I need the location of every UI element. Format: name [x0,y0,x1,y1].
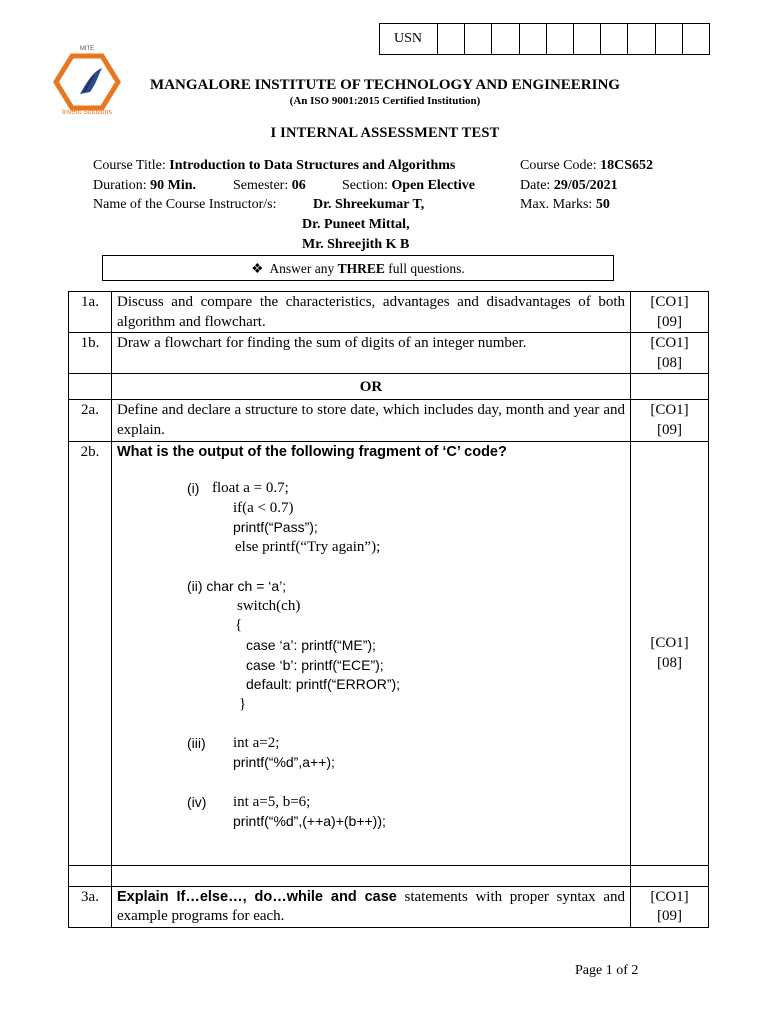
course-title: Introduction to Data Structures and Algorithms [169,158,456,173]
institution-logo [50,46,124,118]
question-text: What is the output of the following fragment of ‘C’ code? [117,443,507,460]
usn-label: USN [380,24,438,55]
usn-cell [519,24,546,55]
question-text-bold: Explain If…else…, do…while and case [117,888,397,905]
usn-cell [628,24,655,55]
usn-box [379,23,710,55]
code-line: printf(“%d”,a++); [233,754,335,771]
course-code-label: Course Code: [520,158,597,173]
date-line [520,178,618,194]
page-number: Page 1 of 2 [575,963,639,978]
usn-cell [465,24,492,55]
question-row [69,292,709,333]
marks: [09] [657,313,682,330]
code-part-label: (i) [187,480,200,497]
semester-label: Semester: [233,178,289,193]
code-line: else printf(“Try again”); [235,538,381,555]
question-row [69,400,709,441]
question-text-rest: statements with proper syntax and example programs for each. [117,888,625,925]
code-line: default: printf(“ERROR”); [246,676,401,693]
instruction-prefix: Answer any [269,261,335,276]
marks: [09] [657,421,682,438]
question-row [69,441,709,865]
code-line: case ‘a’: printf(“ME”); [246,636,376,653]
question-number: 3a. [69,886,112,927]
course-code-line [520,158,653,174]
max-marks-line [520,197,610,213]
usn-cell [573,24,600,55]
co-marks [631,333,709,374]
section: Open Elective [391,178,475,193]
marks: [08] [657,654,682,671]
code-line: } [239,695,247,712]
code-part-label: (iii) [187,734,206,751]
section-line [342,178,475,194]
logo-tagline: Invent Solutions [62,109,112,116]
course-title-line [93,158,455,174]
instructor-label: Name of the Course Instructor/s: [93,197,277,212]
code-line: printf(“Pass”); [233,519,318,536]
code-line: { [235,617,243,634]
marks: [08] [657,354,682,371]
instructor-name: Mr. Shreejith K B [302,237,410,252]
co-marks [631,400,709,441]
usn-cell [438,24,465,55]
duration-line [93,178,196,194]
instruction-box [102,255,614,281]
instruction-emphasis: THREE [337,261,385,276]
question-text-code [112,441,631,865]
co-marks [631,886,709,927]
semester-line [233,178,306,194]
instructor-name: Dr. Puneet Mittal, [302,217,410,232]
code-line: float a = 0.7; [212,480,289,497]
exam-date: 29/05/2021 [553,178,618,193]
duration-label: Duration: [93,178,147,193]
code-line: if(a < 0.7) [233,499,294,516]
institution-name: MANGALORE INSTITUTE OF TECHNOLOGY AND ENGINEERING [150,77,620,93]
course-title-label: Course Title: [93,158,166,173]
semester: 06 [291,178,306,193]
max-marks: 50 [595,197,610,212]
usn-cell [492,24,519,55]
usn-cell [601,24,628,55]
marks: [09] [657,908,682,925]
code-part-label: (iv) [187,793,207,810]
instruction-suffix: full questions. [388,261,465,276]
code-line: int a=5, b=6; [233,793,311,810]
code-line: printf(“%d”,(++a)+(b++)); [233,813,386,830]
question-text: Draw a flowchart for finding the sum of digits of an integer number. [112,333,631,374]
question-row [69,333,709,374]
question-number: 2a. [69,400,112,441]
co-marks [631,441,709,865]
max-marks-label: Max. Marks: [520,197,593,212]
question-text [112,886,631,927]
logo-top-text: MITE [79,46,95,52]
question-number: 1b. [69,333,112,374]
code-line: switch(ch) [237,597,301,614]
code-part-label: (ii) char ch = ‘a’; [187,578,287,595]
spacer-row [69,865,709,886]
code-line: case ‘b’: printf(“ECE”); [246,656,384,673]
code-block [117,479,625,832]
course-outcome: [CO1] [650,335,689,352]
or-row [69,374,709,400]
test-title: I INTERNAL ASSESSMENT TEST [270,125,500,141]
usn-cell [655,24,682,55]
instructor-name: Dr. Shreekumar T, [313,197,425,212]
hexagon-logo-icon [50,46,124,118]
questions-table [68,291,709,928]
course-outcome: [CO1] [650,888,689,905]
iso-certification: (An ISO 9001:2015 Certified Institution) [289,95,481,107]
diamond-bullet-icon: ❖ [251,261,264,276]
or-separator: OR [112,374,631,400]
course-code: 18CS652 [600,158,654,173]
usn-cell [546,24,573,55]
co-marks [631,292,709,333]
question-number: 1a. [69,292,112,333]
course-outcome: [CO1] [650,634,689,651]
date-label: Date: [520,178,551,193]
course-outcome: [CO1] [650,294,689,310]
question-row [69,886,709,927]
course-outcome: [CO1] [650,402,689,419]
question-number: 2b. [69,441,112,865]
section-label: Section: [342,178,388,193]
question-text: Discuss and compare the characteristics, advantages and disadvantages of both algorithm and flowchart. [112,292,631,333]
usn-cell [682,24,709,55]
question-text: Define and declare a structure to store date, which includes day, month and year and explain. [112,400,631,441]
code-line: int a=2; [233,734,280,751]
duration: 90 Min. [150,178,197,193]
